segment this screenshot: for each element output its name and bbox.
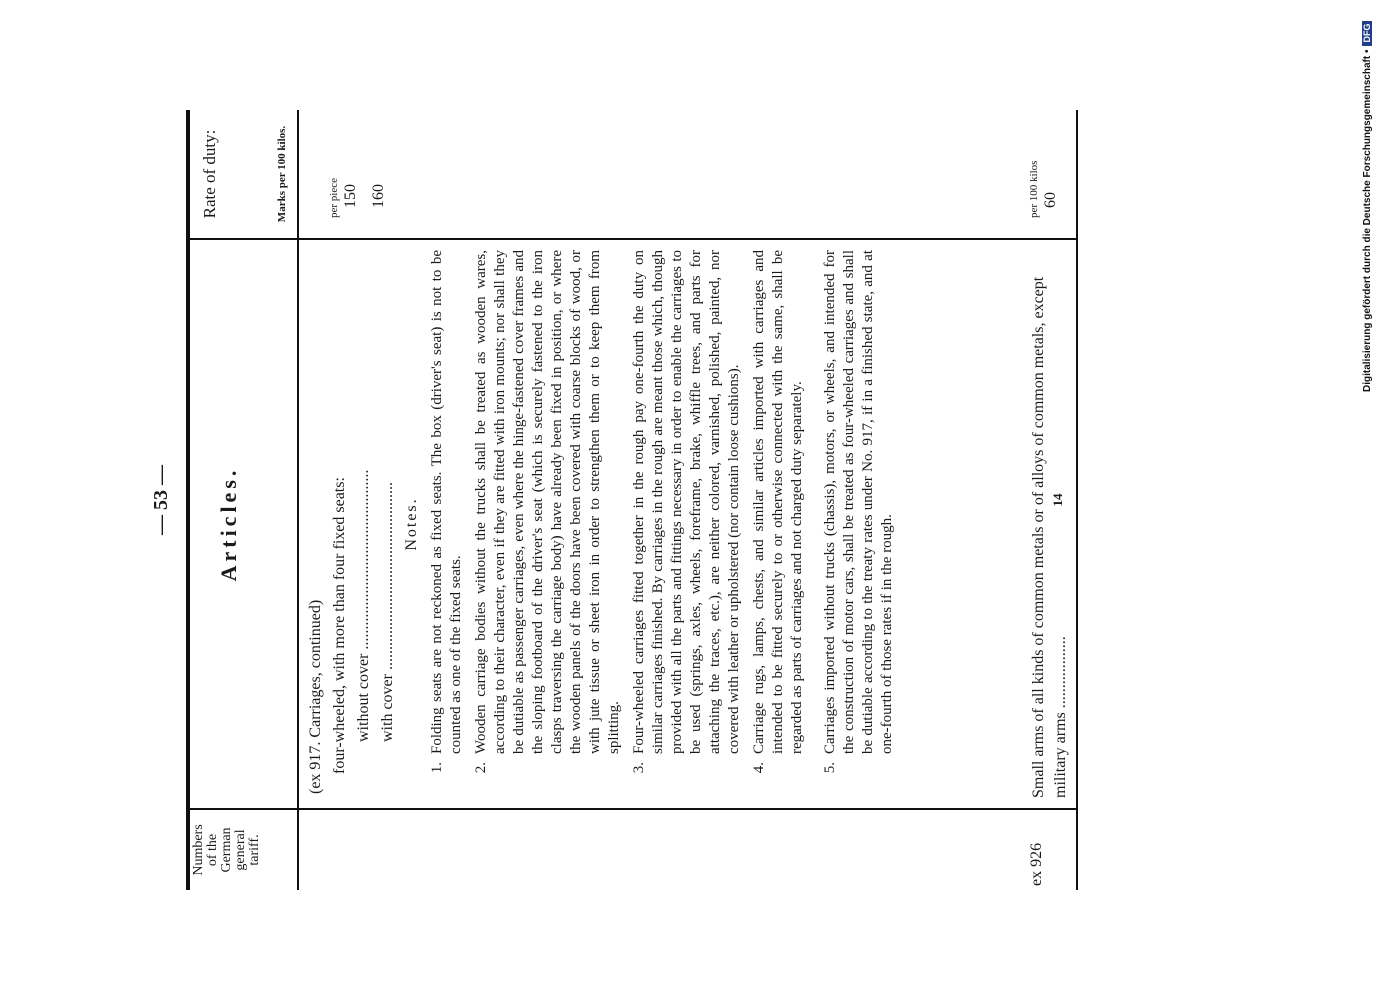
document-page	[146, 110, 1069, 890]
note-item: 4. Carriage rugs, lamps, chests, and similar articles imported with carriages and intended to be fitted securely to or otherwise connected with the same, shall be regarded as parts of carriages and not charged duty separately.	[751, 250, 805, 774]
header-rate-unit: Marks per 100 kilos.	[276, 125, 288, 223]
header-rate-column: Rate of duty:	[200, 129, 219, 219]
tariff-table	[186, 110, 1081, 890]
credit-text: Digitalisierung gefördert durch die Deutsche Forschungsgemeinschaft •	[1362, 49, 1373, 392]
rate-without-cover: 150	[342, 184, 359, 208]
note-item: 3. Four-wheeled carriages fitted together in the rough pay one-fourth the duty on similar carriages finished. By carriages in the rough are meant those which, though provided with all the parts and fittings necessary in order to enable the carriages to be used (springs, axles, wheels, foreframe, brake, whiffle trees, and parts for attaching the traces, etc.), are neither colored, varnished, polished, painted, nor covered with leather or upholstered (nor contain loose cushions).	[631, 250, 742, 774]
table-top-rule	[186, 110, 190, 890]
note-item: 5. Carriages imported without trucks (chassis), motors, or wheels, and intended for the construction of motor cars, shall be treated as four-wheeled carriages and shall be dutiable according to the treaty rates under No. 917, if in a finished state, and at one-fourth of those rates if in the rough.	[822, 250, 895, 774]
entry-926-article: Small arms of all kinds of common metals or of alloys of common metals, except military arms ..................	[1030, 276, 1069, 798]
dfg-logo: DFG	[1362, 21, 1372, 46]
entry-926-number: ex 926	[1028, 842, 1045, 886]
header-articles-column: Articles.	[216, 466, 241, 582]
entry-917	[306, 250, 897, 798]
column-divider-right	[186, 238, 1078, 240]
item-with-cover: with cover ...............................................	[379, 482, 396, 742]
entry-heading: (ex 917. Carriages, continued)	[307, 599, 324, 794]
rate-unit-label: per piece	[328, 178, 340, 218]
notes-heading: Notes.	[403, 497, 420, 551]
entry-917-rates	[306, 110, 390, 238]
header-numbers-column: Numbers of the German general tariff.	[191, 824, 262, 876]
rate-value: 60	[1042, 192, 1059, 208]
signature-number: 14	[1050, 493, 1065, 507]
note-item: 1. Folding seats are not reckoned as fixed seats. The box (driver's seat) is not to be counted as one of the fixed seats.	[429, 250, 464, 774]
table-bottom-rule	[1076, 110, 1078, 890]
table-header-rule	[297, 110, 299, 890]
column-divider-left	[186, 808, 1078, 810]
page-number: — 53 —	[150, 465, 172, 535]
rate-with-cover: 160	[370, 184, 387, 208]
note-item: 2. Wooden carriage bodies without the trucks shall be treated as wooden wares, according to their character, even if they are fitted with iron mounts; nor shall they be dutiable as passenger carriages, even where the hinge-fastened cover frames and the sloping footboard of the driver's seat (which is securely fastened to the iron clasps traversing the carriage body) have already been fixed in position, or where the wooden panels of the doors have been covered with coarse blocks of wood, or with jute tissue or sheet iron in order to strengthen them or to keep them from splitting.	[473, 250, 622, 774]
item-without-cover: without cover .............................................	[355, 469, 372, 742]
rate-unit-label: per 100 kilos	[1028, 160, 1040, 218]
entry-subheading: four-wheeled, with more than four fixed seats:	[331, 477, 348, 774]
